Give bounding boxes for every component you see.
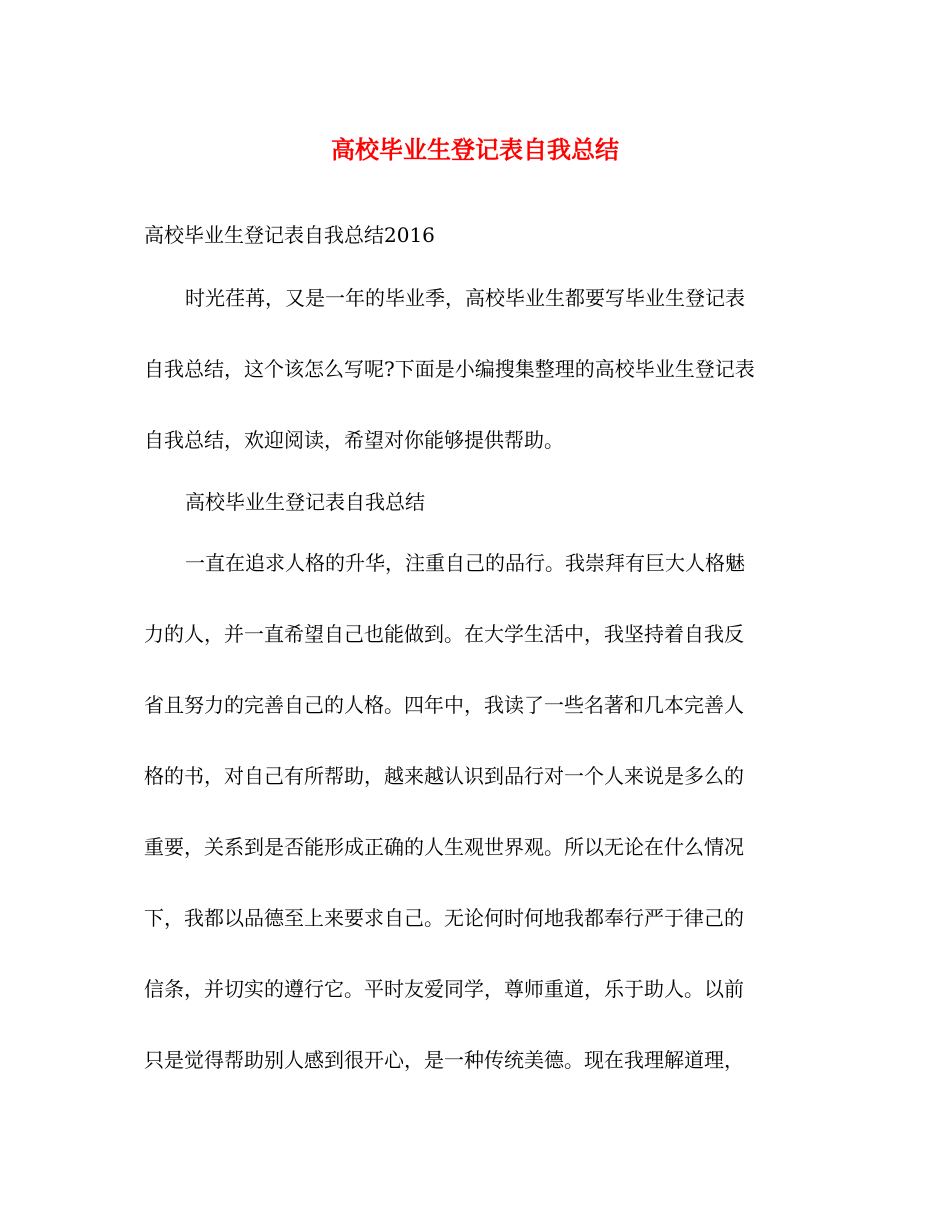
paragraph-line: 一直在追求人格的升华，注重自己的品行。我崇拜有巨大人格魅 (185, 551, 745, 575)
paragraph-line: 自我总结，欢迎阅读，希望对你能够提供帮助。 (144, 428, 564, 452)
paragraph-line: 力的人，并一直希望自己也能做到。在大学生活中，我坚持着自我反 (144, 622, 744, 646)
paragraph-line: 时光荏苒，又是一年的毕业季，高校毕业生都要写毕业生登记表 (185, 286, 745, 310)
subtitle-line: 高校毕业生登记表自我总结2016 (144, 223, 435, 247)
paragraph-line: 格的书，对自己有所帮助，越来越认识到品行对一个人来说是多么的 (144, 764, 744, 788)
paragraph-line: 重要，关系到是否能形成正确的人生观世界观。所以无论在什么情况 (144, 835, 744, 859)
paragraph-line: 下，我都以品德至上来要求自己。无论何时何地我都奉行严于律己的 (144, 906, 744, 930)
paragraph-line: 自我总结，这个该怎么写呢?下面是小编搜集整理的高校毕业生登记表 (144, 357, 755, 381)
paragraph-line: 省且努力的完善自己的人格。四年中，我读了一些名著和几本完善人 (144, 693, 744, 717)
section-heading-line: 高校毕业生登记表自我总结 (185, 490, 425, 514)
document-title: 高校毕业生登记表自我总结 (331, 135, 619, 164)
paragraph-line: 只是觉得帮助别人感到很开心，是一种传统美德。现在我理解道理， (144, 1048, 744, 1072)
paragraph-line: 信条，并切实的遵行它。平时友爱同学，尊师重道，乐于助人。以前 (144, 977, 744, 1001)
